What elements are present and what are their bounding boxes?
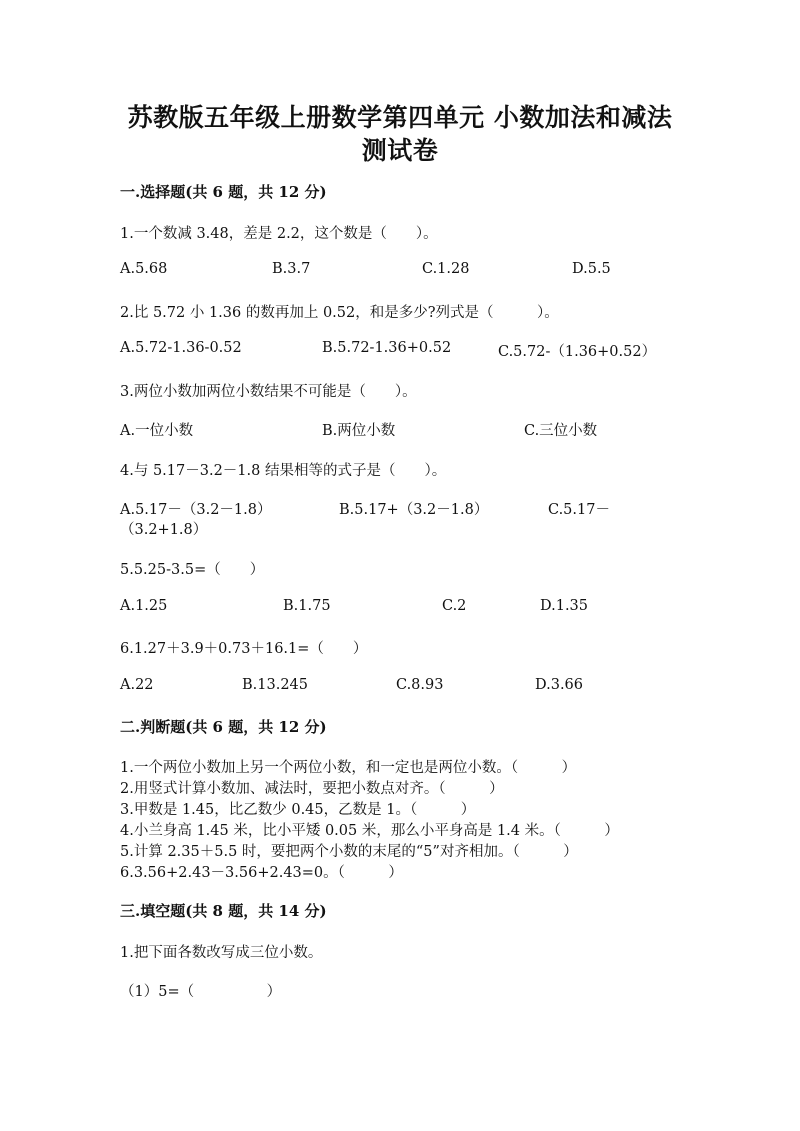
q1-option-d: D.5.5 xyxy=(572,261,611,277)
tf-item-3: 3.甲数是 1.45，比乙数少 0.45，乙数是 1。（ ） xyxy=(120,802,476,818)
q4-option-a: A.5.17－（3.2－1.8） xyxy=(120,502,272,518)
question-6: 6.1.27＋3.9＋0.73＋16.1=（ ） xyxy=(120,641,368,657)
q6-option-c: C.8.93 xyxy=(396,677,444,693)
q2-option-b: B.5.72-1.36+0.52 xyxy=(322,340,452,356)
document-title-line1: 苏教版五年级上册数学第四单元 小数加法和减法 xyxy=(127,103,673,132)
q1-option-a: A.5.68 xyxy=(120,261,168,277)
q5-option-a: A.1.25 xyxy=(120,598,168,614)
section-heading-fill-blank: 三.填空题(共 8 题，共 14 分) xyxy=(120,902,327,920)
q5-option-c: C.2 xyxy=(442,598,467,614)
q1-option-b: B.3.7 xyxy=(272,261,311,277)
q6-option-b: B.13.245 xyxy=(242,677,309,693)
q3-option-a: A.一位小数 xyxy=(120,423,194,439)
q6-option-d: D.3.66 xyxy=(535,677,584,693)
document-title-line2: 测试卷 xyxy=(361,136,439,165)
q2-option-a: A.5.72-1.36-0.52 xyxy=(120,340,242,356)
q5-option-b: B.1.75 xyxy=(283,598,331,614)
tf-item-5: 5.计算 2.35＋5.5 时，要把两个小数的末尾的“5”对齐相加。（ ） xyxy=(120,844,578,860)
q1-option-c: C.1.28 xyxy=(422,261,470,277)
q3-option-b: B.两位小数 xyxy=(322,423,396,439)
fill-question-1-sub-1: （1）5=（ ） xyxy=(120,984,282,1000)
question-2: 2.比 5.72 小 1.36 的数再加上 0.52，和是多少?列式是（ ）。 xyxy=(120,305,559,321)
question-4: 4.与 5.17－3.2－1.8 结果相等的式子是（ ）。 xyxy=(120,463,447,479)
q6-option-a: A.22 xyxy=(120,677,154,693)
question-1: 1.一个数减 3.48，差是 2.2，这个数是（ ）。 xyxy=(120,226,438,242)
tf-item-6: 6.3.56+2.43－3.56+2.43=0。（ ） xyxy=(120,865,403,881)
q4-option-c-continued: （3.2+1.8） xyxy=(120,522,208,538)
q3-option-c: C.三位小数 xyxy=(524,423,598,439)
question-5: 5.5.25-3.5=（ ） xyxy=(120,562,265,578)
q2-option-c: C.5.72-（1.36+0.52） xyxy=(498,344,657,360)
fill-question-1: 1.把下面各数改写成三位小数。 xyxy=(120,945,323,961)
q5-option-d: D.1.35 xyxy=(540,598,589,614)
tf-item-2: 2.用竖式计算小数加、减法时，要把小数点对齐。（ ） xyxy=(120,781,504,797)
question-3: 3.两位小数加两位小数结果不可能是（ ）。 xyxy=(120,384,417,400)
q4-option-c: C.5.17－ xyxy=(548,502,610,518)
section-heading-choice: 一.选择题(共 6 题，共 12 分) xyxy=(120,183,327,201)
tf-item-4: 4.小兰身高 1.45 米，比小平矮 0.05 米，那么小平身高是 1.4 米。（ ） xyxy=(120,823,619,839)
section-heading-true-false: 二.判断题(共 6 题，共 12 分) xyxy=(120,718,327,736)
q4-option-b: B.5.17+（3.2－1.8） xyxy=(339,502,489,518)
tf-item-1: 1.一个两位小数加上另一个两位小数，和一定也是两位小数。（ ） xyxy=(120,760,577,776)
